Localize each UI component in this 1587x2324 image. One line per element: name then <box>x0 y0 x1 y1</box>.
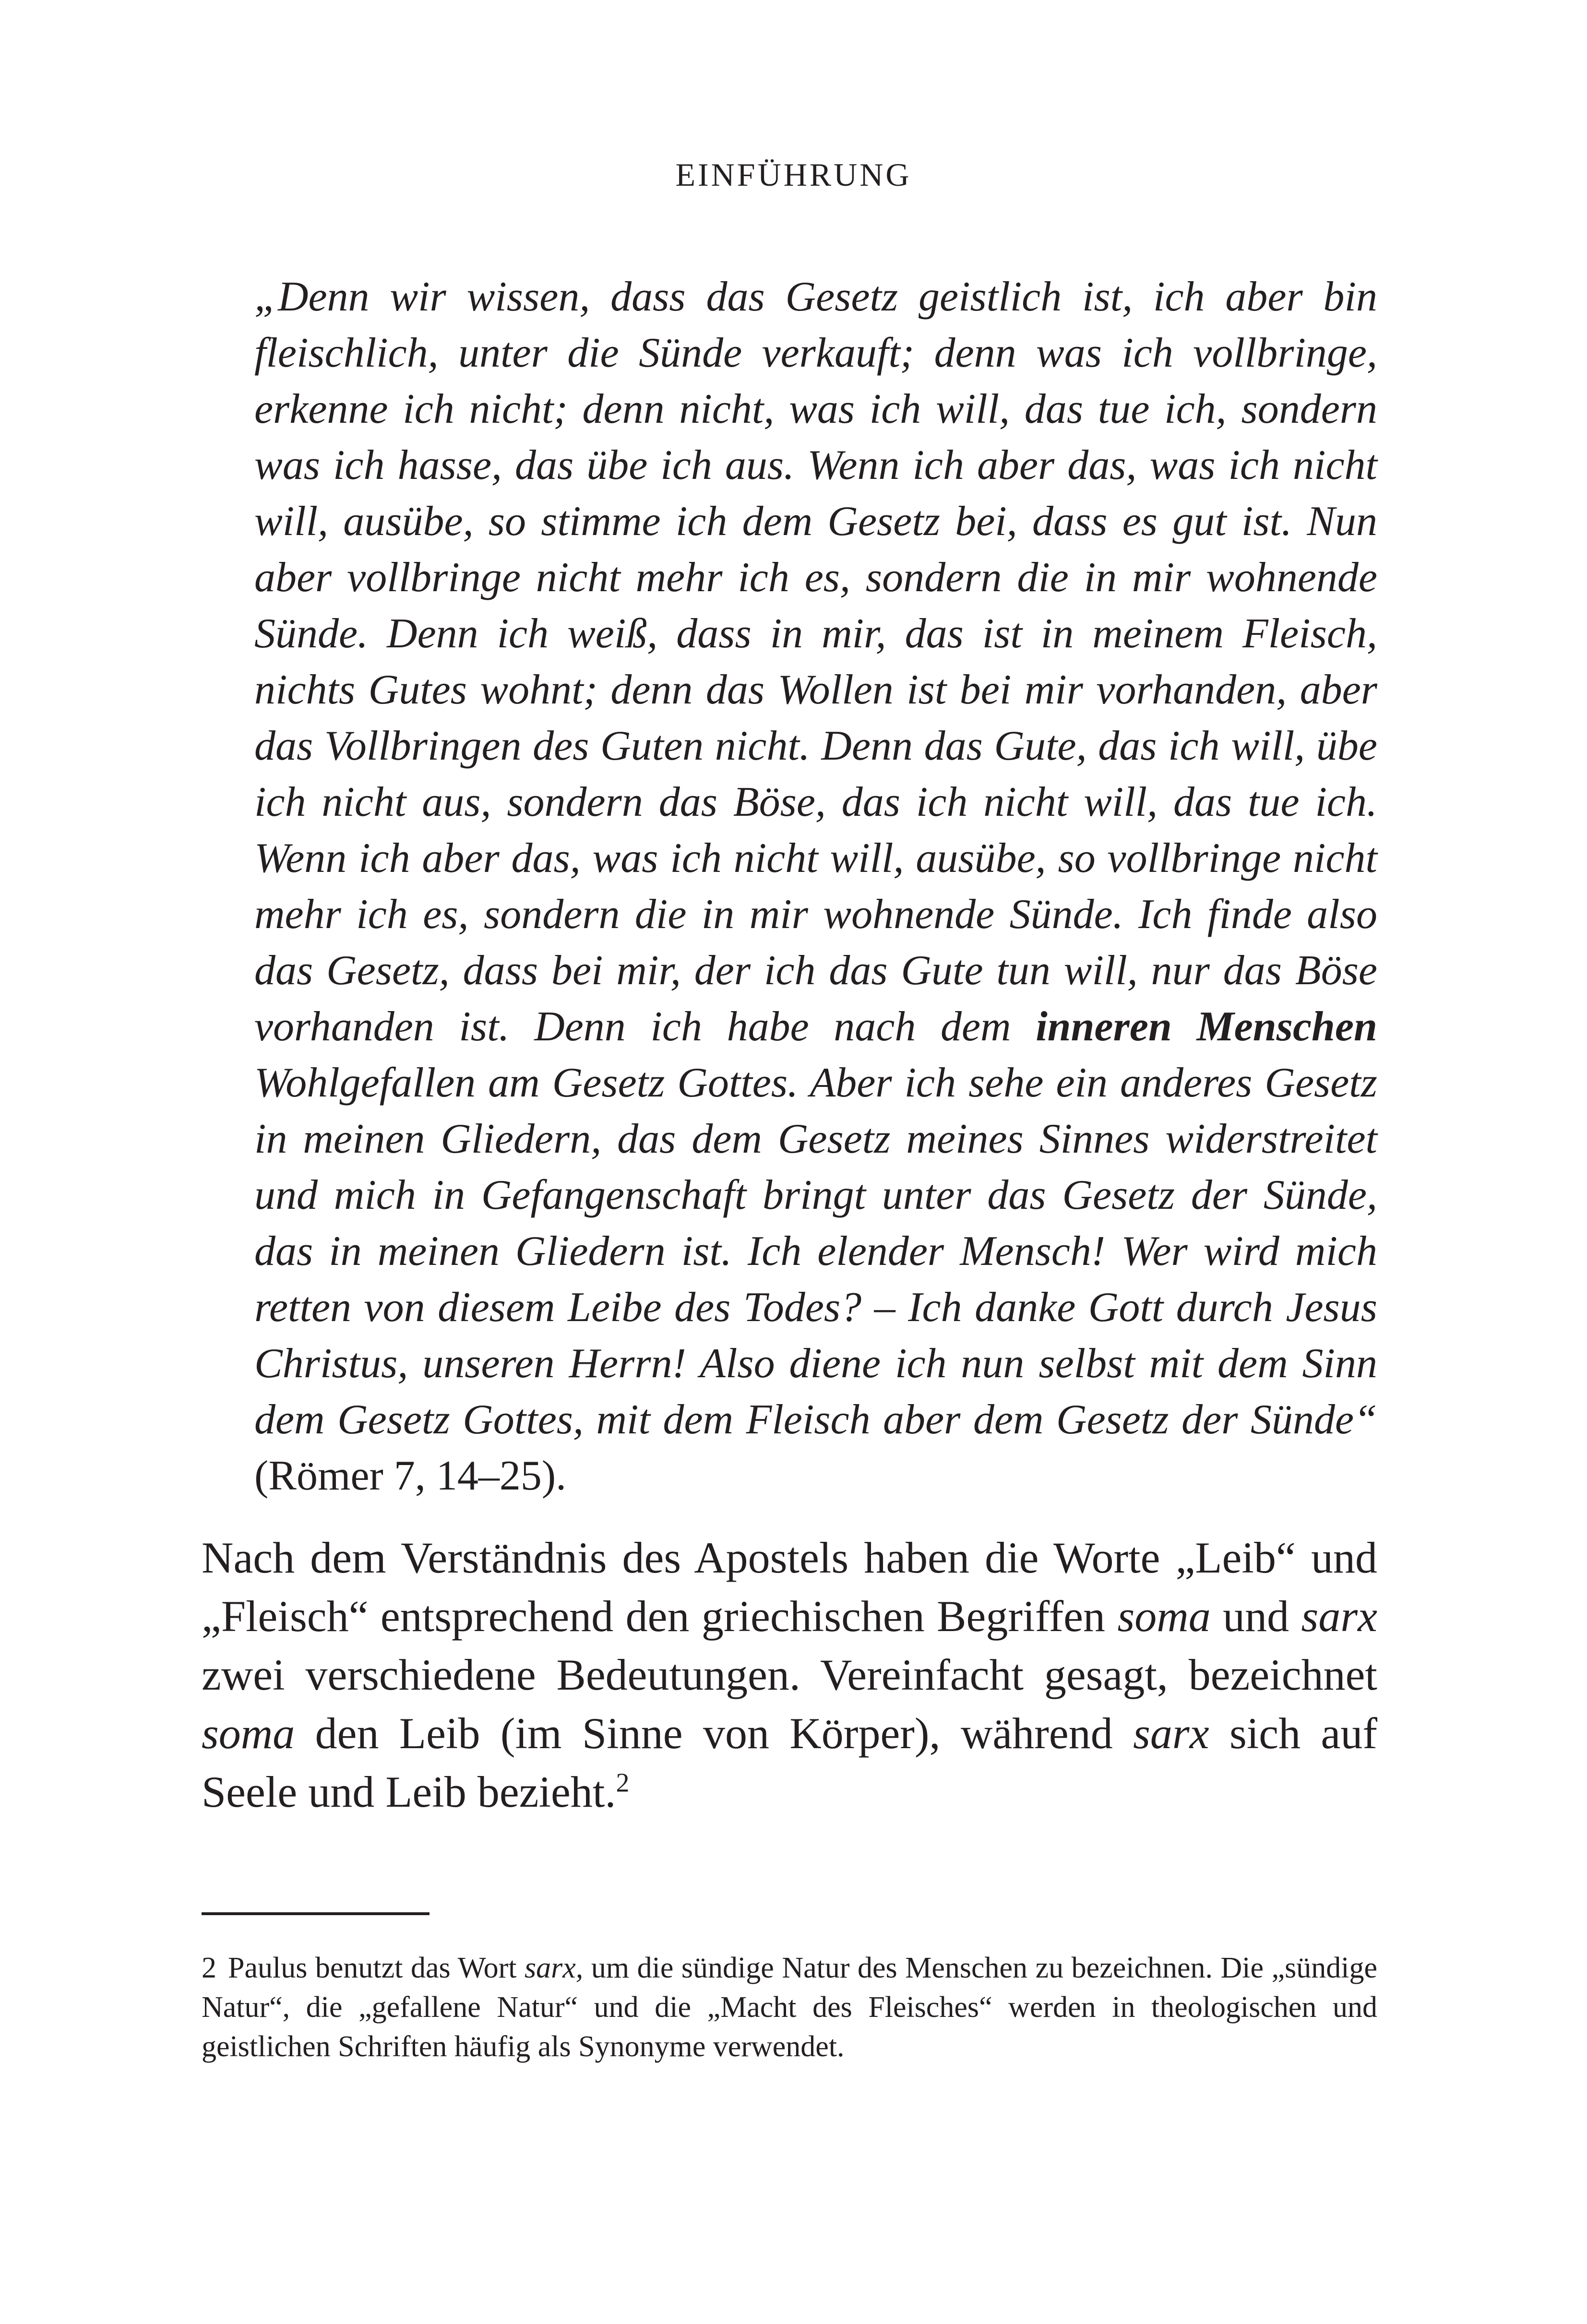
paragraph-text-1: Nach dem Verständnis des Apostels haben die Worte „Leib“ und „Fleisch“ entsprechend den griechischen Begriffen <box>202 1533 1377 1641</box>
term-sarx-2: sarx <box>1133 1709 1209 1758</box>
footnote-term-sarx: sarx, <box>525 1952 584 1984</box>
paragraph-text-5: sich auf Seele und Leib bezieht. <box>202 1709 1378 1816</box>
footnote-separator <box>202 1912 430 1915</box>
term-sarx: sarx <box>1301 1592 1377 1641</box>
running-head: EINFÜHRUNG <box>675 156 912 193</box>
bible-quote <box>254 269 1377 1504</box>
footnote-number: 2 <box>202 1952 216 1984</box>
term-soma-2: soma <box>202 1709 295 1758</box>
footnote-text-1: Paulus benutzt das Wort <box>228 1952 525 1984</box>
footnote <box>202 1948 1377 2066</box>
body-paragraph <box>202 1528 1377 1821</box>
quote-text-part2: Wohlgefallen am Gesetz Gottes. Aber ich sehe ein anderes Gesetz in meinen Gliedern, das dem Gesetz meines Sinnes widerstreitet und mich in Gefangenschaft bringt unter das Gesetz der Sünde, das in meinen Gliedern ist. Ich elender Mensch! Wer wird mich retten von diesem Leibe des Todes? – Ich danke Gott durch Jesus Christus, unseren Herrn! Also diene ich nun selbst mit dem Sinn dem Gesetz Gottes, mit dem Fleisch aber dem Gesetz der Sünde“ <box>254 1060 1377 1443</box>
footnote-text-2: um die sündige Natur des Menschen zu bezeichnen. Die „sündige Natur“, die „gefallene Natur“ und die „Macht des Fleisches“ werden in theologischen und geistlichen Schriften häufig als Synonyme verwendet. <box>202 1952 1377 2063</box>
term-soma: soma <box>1117 1592 1211 1641</box>
paragraph-text-4: den Leib (im Sinne von Körper), während <box>295 1709 1134 1758</box>
quote-text-part1: „Denn wir wissen, dass das Gesetz geistlich ist, ich aber bin fleischlich, unter die Sünde verkauft; denn was ich vollbringe, erkenne ich nicht; denn nicht, was ich will, das tue ich, sondern was ich hasse, das übe ich aus. Wenn ich aber das, was ich nicht will, ausübe, so stimme ich dem Gesetz bei, dass es gut ist. Nun aber vollbringe nicht mehr ich es, sondern die in mir wohnende Sünde. Denn ich weiß, dass in mir, das ist in meinem Fleisch, nichts Gutes wohnt; denn das Wollen ist bei mir vorhanden, aber das Vollbringen des Guten nicht. Denn das Gute, das ich will, übe ich nicht aus, sondern das Böse, das ich nicht will, das tue ich. Wenn ich aber das, was ich nicht will, ausübe, so vollbringe nicht mehr ich es, sondern die in mir wohnende Sünde. Ich finde also das Gesetz, dass bei mir, der ich das Gute tun will, nur das Böse vorhanden ist. Denn ich habe nach dem <box>254 274 1377 1050</box>
footnote-reference[interactable]: 2 <box>616 1768 630 1798</box>
paragraph-text-2: und <box>1210 1592 1301 1641</box>
quote-emphasis: inneren Menschen <box>1036 1003 1377 1050</box>
paragraph-text-3: zwei verschiedene Bedeutungen. Vereinfacht gesagt, bezeichnet <box>202 1650 1377 1699</box>
quote-reference: (Römer 7, 14–25). <box>254 1453 567 1499</box>
